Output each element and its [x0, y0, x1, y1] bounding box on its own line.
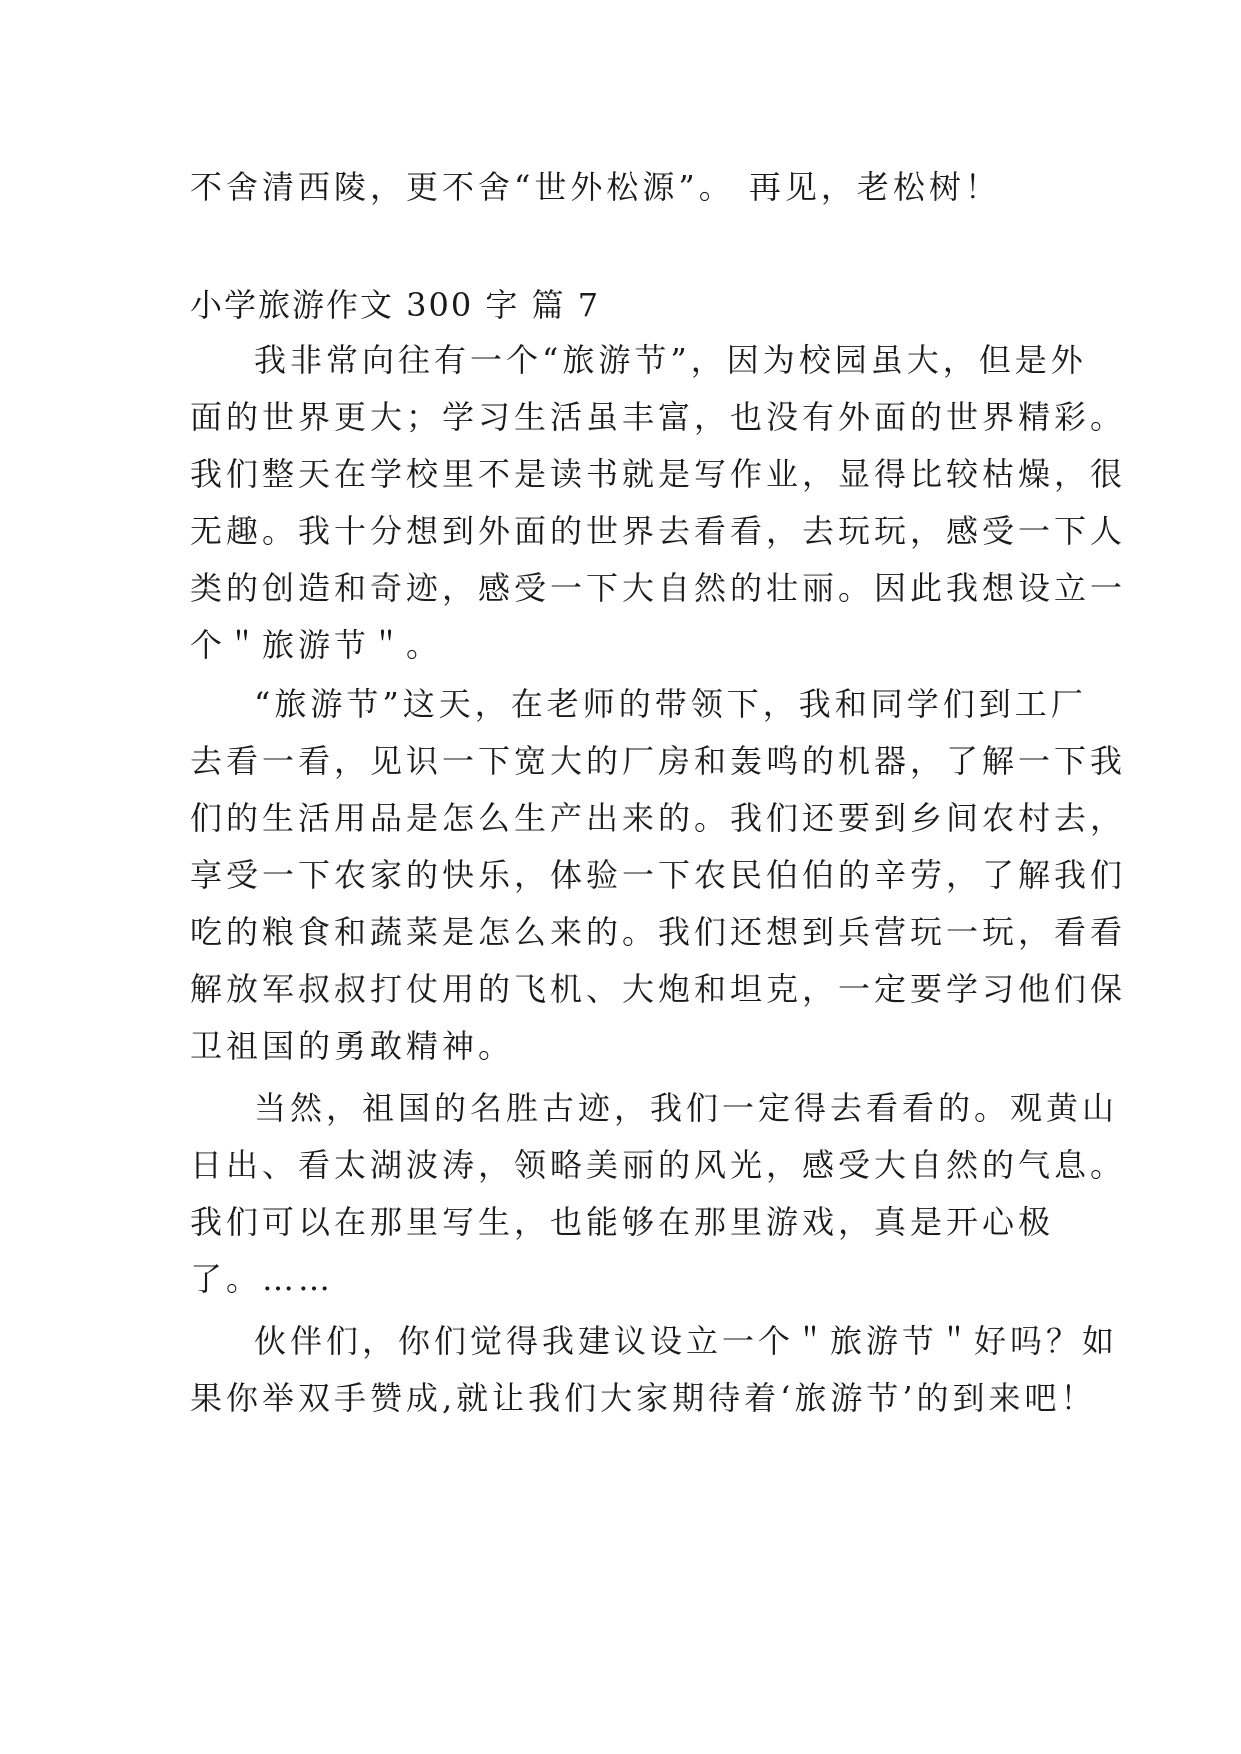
paragraph-line: 当然，祖国的名胜古迹，我们一定得去看看的。观黄山: [254, 1089, 1119, 1127]
paragraph-line: 类的创造和奇迹，感受一下大自然的壮丽。因此我想设立一: [190, 569, 1127, 607]
paragraph-line: 个＂旅游节＂。: [190, 626, 443, 664]
paragraph-line: 日出、看太湖波涛，领略美丽的风光，感受大自然的气息。: [190, 1146, 1127, 1184]
closing-line: 不舍清西陵，更不舍“世外松源”。 再见，老松树！: [190, 168, 1001, 206]
paragraph-line: 我们可以在那里写生，也能够在那里游戏，真是开心极: [190, 1203, 1055, 1241]
paragraph-line: 果你举双手赞成,就让我们大家期待着‘旅游节’的到来吧！: [190, 1379, 1097, 1417]
paragraph-line: 解放军叔叔打仗用的飞机、大炮和坦克，一定要学习他们保: [190, 970, 1127, 1008]
paragraph-line: 吃的粮食和蔬菜是怎么来的。我们还想到兵营玩一玩，看看: [190, 913, 1127, 951]
section-heading: 小学旅游作文 300 字 篇 7: [190, 286, 601, 324]
paragraph-line: 去看一看，见识一下宽大的厂房和轰鸣的机器，了解一下我: [190, 742, 1127, 780]
paragraph-line: “旅游节”这天，在老师的带领下，我和同学们到工厂: [254, 685, 1087, 723]
paragraph-line: 无趣。我十分想到外面的世界去看看，去玩玩，感受一下人: [190, 512, 1127, 550]
paragraph-line: 我们整天在学校里不是读书就是写作业，显得比较枯燥，很: [190, 455, 1127, 493]
paragraph-line: 面的世界更大；学习生活虽丰富，也没有外面的世界精彩。: [190, 398, 1127, 436]
paragraph-line: 们的生活用品是怎么生产出来的。我们还要到乡间农村去，: [190, 799, 1127, 837]
paragraph-line: 享受一下农家的快乐，体验一下农民伯伯的辛劳，了解我们: [190, 856, 1127, 894]
paragraph-line: 卫祖国的勇敢精神。: [190, 1027, 515, 1065]
paragraph-line: 我非常向往有一个“旅游节”，因为校园虽大，但是外: [254, 341, 1087, 379]
paragraph-line: 伙伴们，你们觉得我建议设立一个＂旅游节＂好吗？如: [254, 1322, 1119, 1360]
paragraph-line: 了。……: [190, 1260, 335, 1298]
